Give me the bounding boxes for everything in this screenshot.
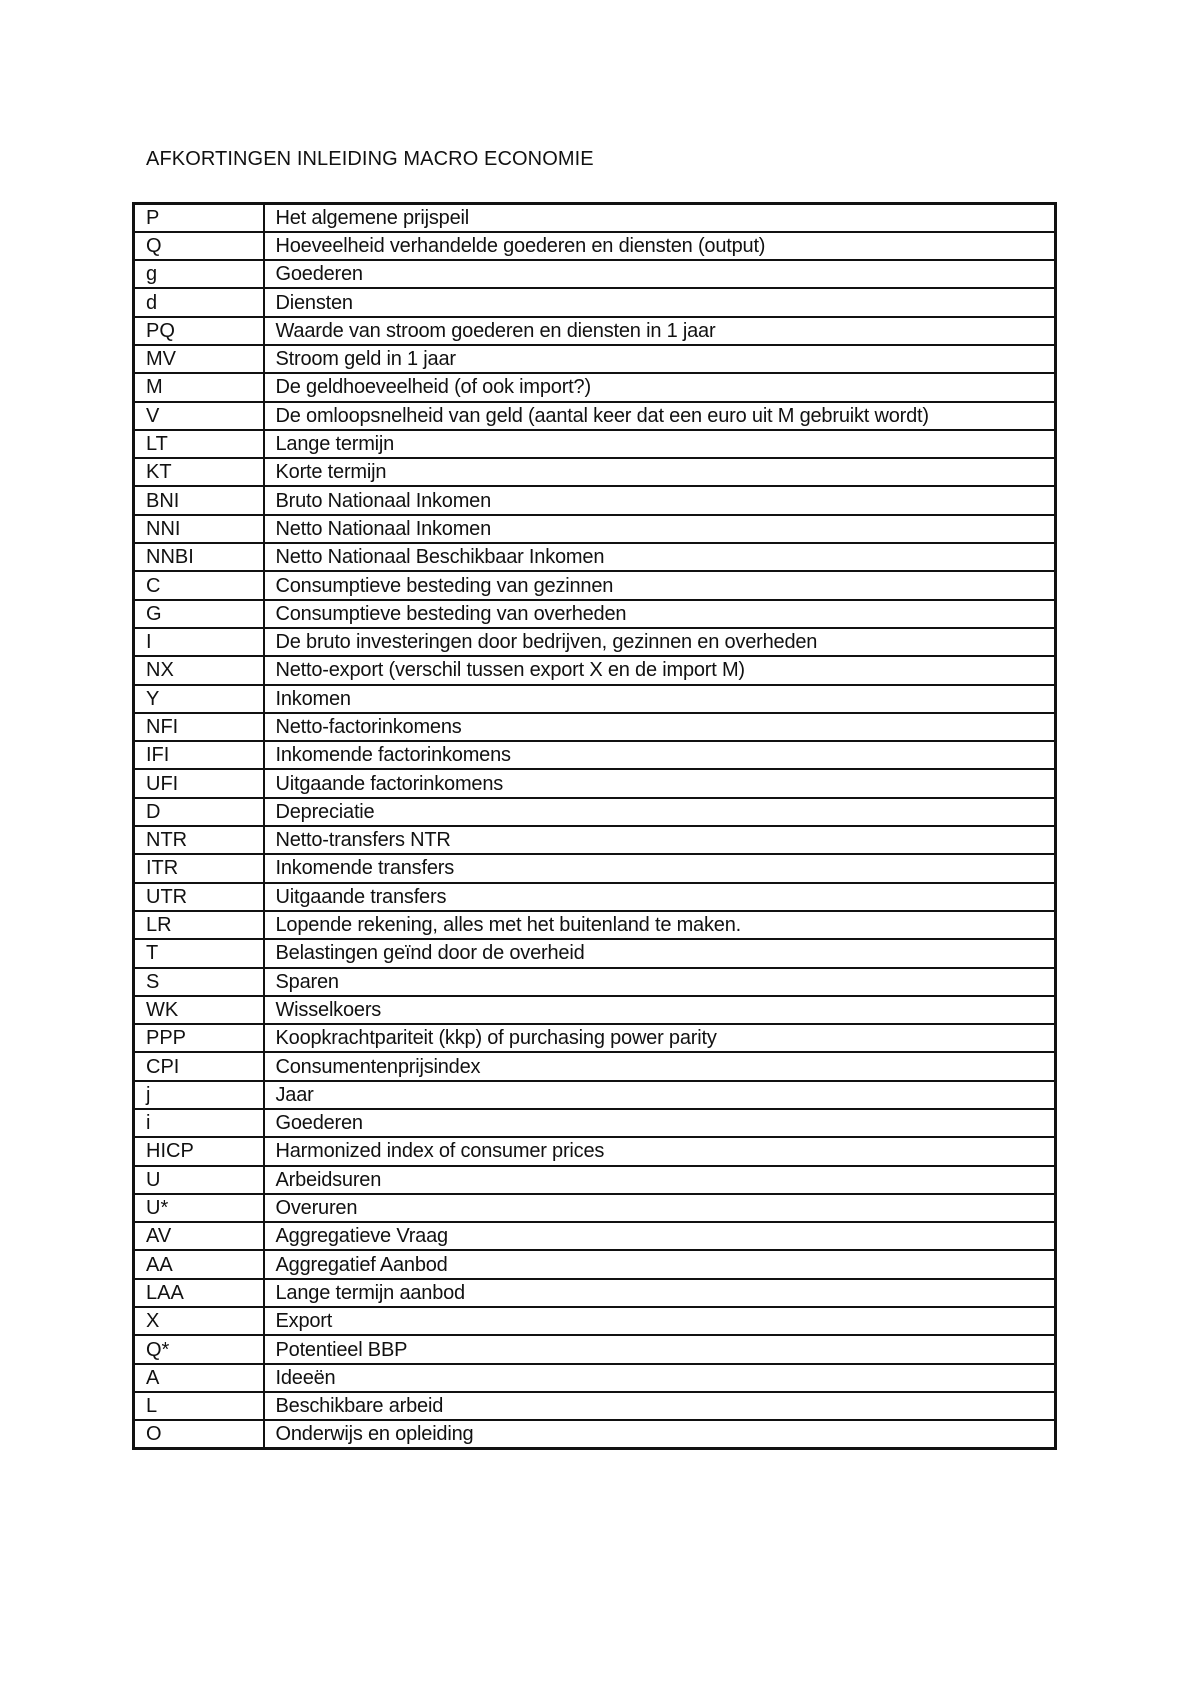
table-row — [134, 1279, 1056, 1307]
table-row — [134, 1307, 1056, 1335]
table-row — [134, 826, 1056, 854]
meaning-cell: Netto-export (verschil tussen export X en de import M) — [264, 656, 1056, 684]
abbreviation-cell: IFI — [134, 741, 264, 769]
table-row — [134, 458, 1056, 486]
table-row — [134, 1109, 1056, 1137]
abbreviations-table — [132, 202, 1057, 1450]
table-row — [134, 260, 1056, 288]
meaning-cell: Hoeveelheid verhandelde goederen en diensten (output) — [264, 232, 1056, 260]
meaning-cell: Wisselkoers — [264, 996, 1056, 1024]
abbreviation-cell: A — [134, 1364, 264, 1392]
meaning-cell: Potentieel BBP — [264, 1335, 1056, 1363]
abbreviation-cell: P — [134, 204, 264, 232]
meaning-cell: Uitgaande transfers — [264, 883, 1056, 911]
abbreviation-cell: NX — [134, 656, 264, 684]
abbreviation-cell: KT — [134, 458, 264, 486]
abbreviation-cell: NNI — [134, 515, 264, 543]
abbreviation-cell: BNI — [134, 486, 264, 514]
meaning-cell: Goederen — [264, 260, 1056, 288]
abbreviation-cell: Q — [134, 232, 264, 260]
table-row — [134, 854, 1056, 882]
table-row — [134, 402, 1056, 430]
table-row — [134, 939, 1056, 967]
meaning-cell: Export — [264, 1307, 1056, 1335]
meaning-cell: Inkomende transfers — [264, 854, 1056, 882]
meaning-cell: Consumptieve besteding van overheden — [264, 600, 1056, 628]
meaning-cell: Sparen — [264, 968, 1056, 996]
table-row — [134, 430, 1056, 458]
table-row — [134, 1335, 1056, 1363]
abbreviation-cell: L — [134, 1392, 264, 1420]
abbreviation-cell: PQ — [134, 317, 264, 345]
abbreviation-cell: U* — [134, 1194, 264, 1222]
abbreviation-cell: NNBI — [134, 543, 264, 571]
meaning-cell: Uitgaande factorinkomens — [264, 769, 1056, 797]
meaning-cell: Onderwijs en opleiding — [264, 1420, 1056, 1448]
table-row — [134, 486, 1056, 514]
meaning-cell: Overuren — [264, 1194, 1056, 1222]
table-row — [134, 1166, 1056, 1194]
abbreviation-cell: UTR — [134, 883, 264, 911]
document-title: AFKORTINGEN INLEIDING MACRO ECONOMIE — [146, 148, 594, 170]
table-row — [134, 1222, 1056, 1250]
meaning-cell: Aggregatief Aanbod — [264, 1250, 1056, 1278]
table-row — [134, 1364, 1056, 1392]
meaning-cell: Lange termijn — [264, 430, 1056, 458]
meaning-cell: Belastingen geïnd door de overheid — [264, 939, 1056, 967]
table-row — [134, 288, 1056, 316]
abbreviation-cell: PPP — [134, 1024, 264, 1052]
table-row — [134, 968, 1056, 996]
table-row — [134, 1194, 1056, 1222]
table-row — [134, 741, 1056, 769]
meaning-cell: Depreciatie — [264, 798, 1056, 826]
meaning-cell: Inkomen — [264, 685, 1056, 713]
abbreviation-cell: AV — [134, 1222, 264, 1250]
meaning-cell: Bruto Nationaal Inkomen — [264, 486, 1056, 514]
table-row — [134, 628, 1056, 656]
meaning-cell: Beschikbare arbeid — [264, 1392, 1056, 1420]
meaning-cell: Consumptieve besteding van gezinnen — [264, 571, 1056, 599]
abbreviation-cell: S — [134, 968, 264, 996]
meaning-cell: Ideeën — [264, 1364, 1056, 1392]
table-row — [134, 204, 1056, 232]
meaning-cell: Diensten — [264, 288, 1056, 316]
table-row — [134, 713, 1056, 741]
meaning-cell: Waarde van stroom goederen en diensten in 1 jaar — [264, 317, 1056, 345]
abbreviation-cell: Y — [134, 685, 264, 713]
meaning-cell: Arbeidsuren — [264, 1166, 1056, 1194]
meaning-cell: De bruto investeringen door bedrijven, gezinnen en overheden — [264, 628, 1056, 656]
abbreviation-cell: T — [134, 939, 264, 967]
abbreviation-cell: I — [134, 628, 264, 656]
table-row — [134, 571, 1056, 599]
abbreviation-cell: Q* — [134, 1335, 264, 1363]
abbreviation-cell: LR — [134, 911, 264, 939]
abbreviation-cell: U — [134, 1166, 264, 1194]
abbreviation-cell: O — [134, 1420, 264, 1448]
table-row — [134, 769, 1056, 797]
table-row — [134, 600, 1056, 628]
abbreviation-cell: g — [134, 260, 264, 288]
abbreviation-cell: AA — [134, 1250, 264, 1278]
abbreviation-cell: NFI — [134, 713, 264, 741]
abbreviation-cell: NTR — [134, 826, 264, 854]
abbreviation-cell: i — [134, 1109, 264, 1137]
table-row — [134, 685, 1056, 713]
meaning-cell: Netto Nationaal Beschikbaar Inkomen — [264, 543, 1056, 571]
meaning-cell: Netto-transfers NTR — [264, 826, 1056, 854]
abbreviation-cell: C — [134, 571, 264, 599]
meaning-cell: De geldhoeveelheid (of ook import?) — [264, 373, 1056, 401]
abbreviation-cell: LT — [134, 430, 264, 458]
abbreviation-cell: MV — [134, 345, 264, 373]
abbreviation-cell: d — [134, 288, 264, 316]
abbreviation-cell: G — [134, 600, 264, 628]
abbreviation-cell: X — [134, 1307, 264, 1335]
table-row — [134, 883, 1056, 911]
meaning-cell: De omloopsnelheid van geld (aantal keer dat een euro uit M gebruikt wordt) — [264, 402, 1056, 430]
abbreviation-cell: V — [134, 402, 264, 430]
meaning-cell: Harmonized index of consumer prices — [264, 1137, 1056, 1165]
meaning-cell: Stroom geld in 1 jaar — [264, 345, 1056, 373]
abbreviation-cell: ITR — [134, 854, 264, 882]
meaning-cell: Aggregatieve Vraag — [264, 1222, 1056, 1250]
abbreviation-cell: j — [134, 1081, 264, 1109]
table-row — [134, 996, 1056, 1024]
abbreviation-cell: M — [134, 373, 264, 401]
table-row — [134, 1137, 1056, 1165]
meaning-cell: Netto Nationaal Inkomen — [264, 515, 1056, 543]
table-row — [134, 543, 1056, 571]
table-row — [134, 373, 1056, 401]
table-row — [134, 515, 1056, 543]
table-row — [134, 1081, 1056, 1109]
table-row — [134, 1250, 1056, 1278]
table-row — [134, 911, 1056, 939]
meaning-cell: Koopkrachtpariteit (kkp) of purchasing power parity — [264, 1024, 1056, 1052]
abbreviations-table-body — [134, 204, 1056, 1449]
abbreviation-cell: D — [134, 798, 264, 826]
meaning-cell: Lopende rekening, alles met het buitenland te maken. — [264, 911, 1056, 939]
meaning-cell: Jaar — [264, 1081, 1056, 1109]
meaning-cell: Het algemene prijspeil — [264, 204, 1056, 232]
table-row — [134, 656, 1056, 684]
abbreviation-cell: UFI — [134, 769, 264, 797]
meaning-cell: Korte termijn — [264, 458, 1056, 486]
table-row — [134, 1024, 1056, 1052]
table-row — [134, 232, 1056, 260]
table-row — [134, 345, 1056, 373]
abbreviation-cell: LAA — [134, 1279, 264, 1307]
table-row — [134, 1052, 1056, 1080]
meaning-cell: Goederen — [264, 1109, 1056, 1137]
meaning-cell: Lange termijn aanbod — [264, 1279, 1056, 1307]
table-row — [134, 798, 1056, 826]
meaning-cell: Netto-factorinkomens — [264, 713, 1056, 741]
table-row — [134, 1420, 1056, 1448]
table-row — [134, 317, 1056, 345]
table-row — [134, 1392, 1056, 1420]
meaning-cell: Consumentenprijsindex — [264, 1052, 1056, 1080]
abbreviation-cell: HICP — [134, 1137, 264, 1165]
abbreviation-cell: WK — [134, 996, 264, 1024]
meaning-cell: Inkomende factorinkomens — [264, 741, 1056, 769]
abbreviation-cell: CPI — [134, 1052, 264, 1080]
